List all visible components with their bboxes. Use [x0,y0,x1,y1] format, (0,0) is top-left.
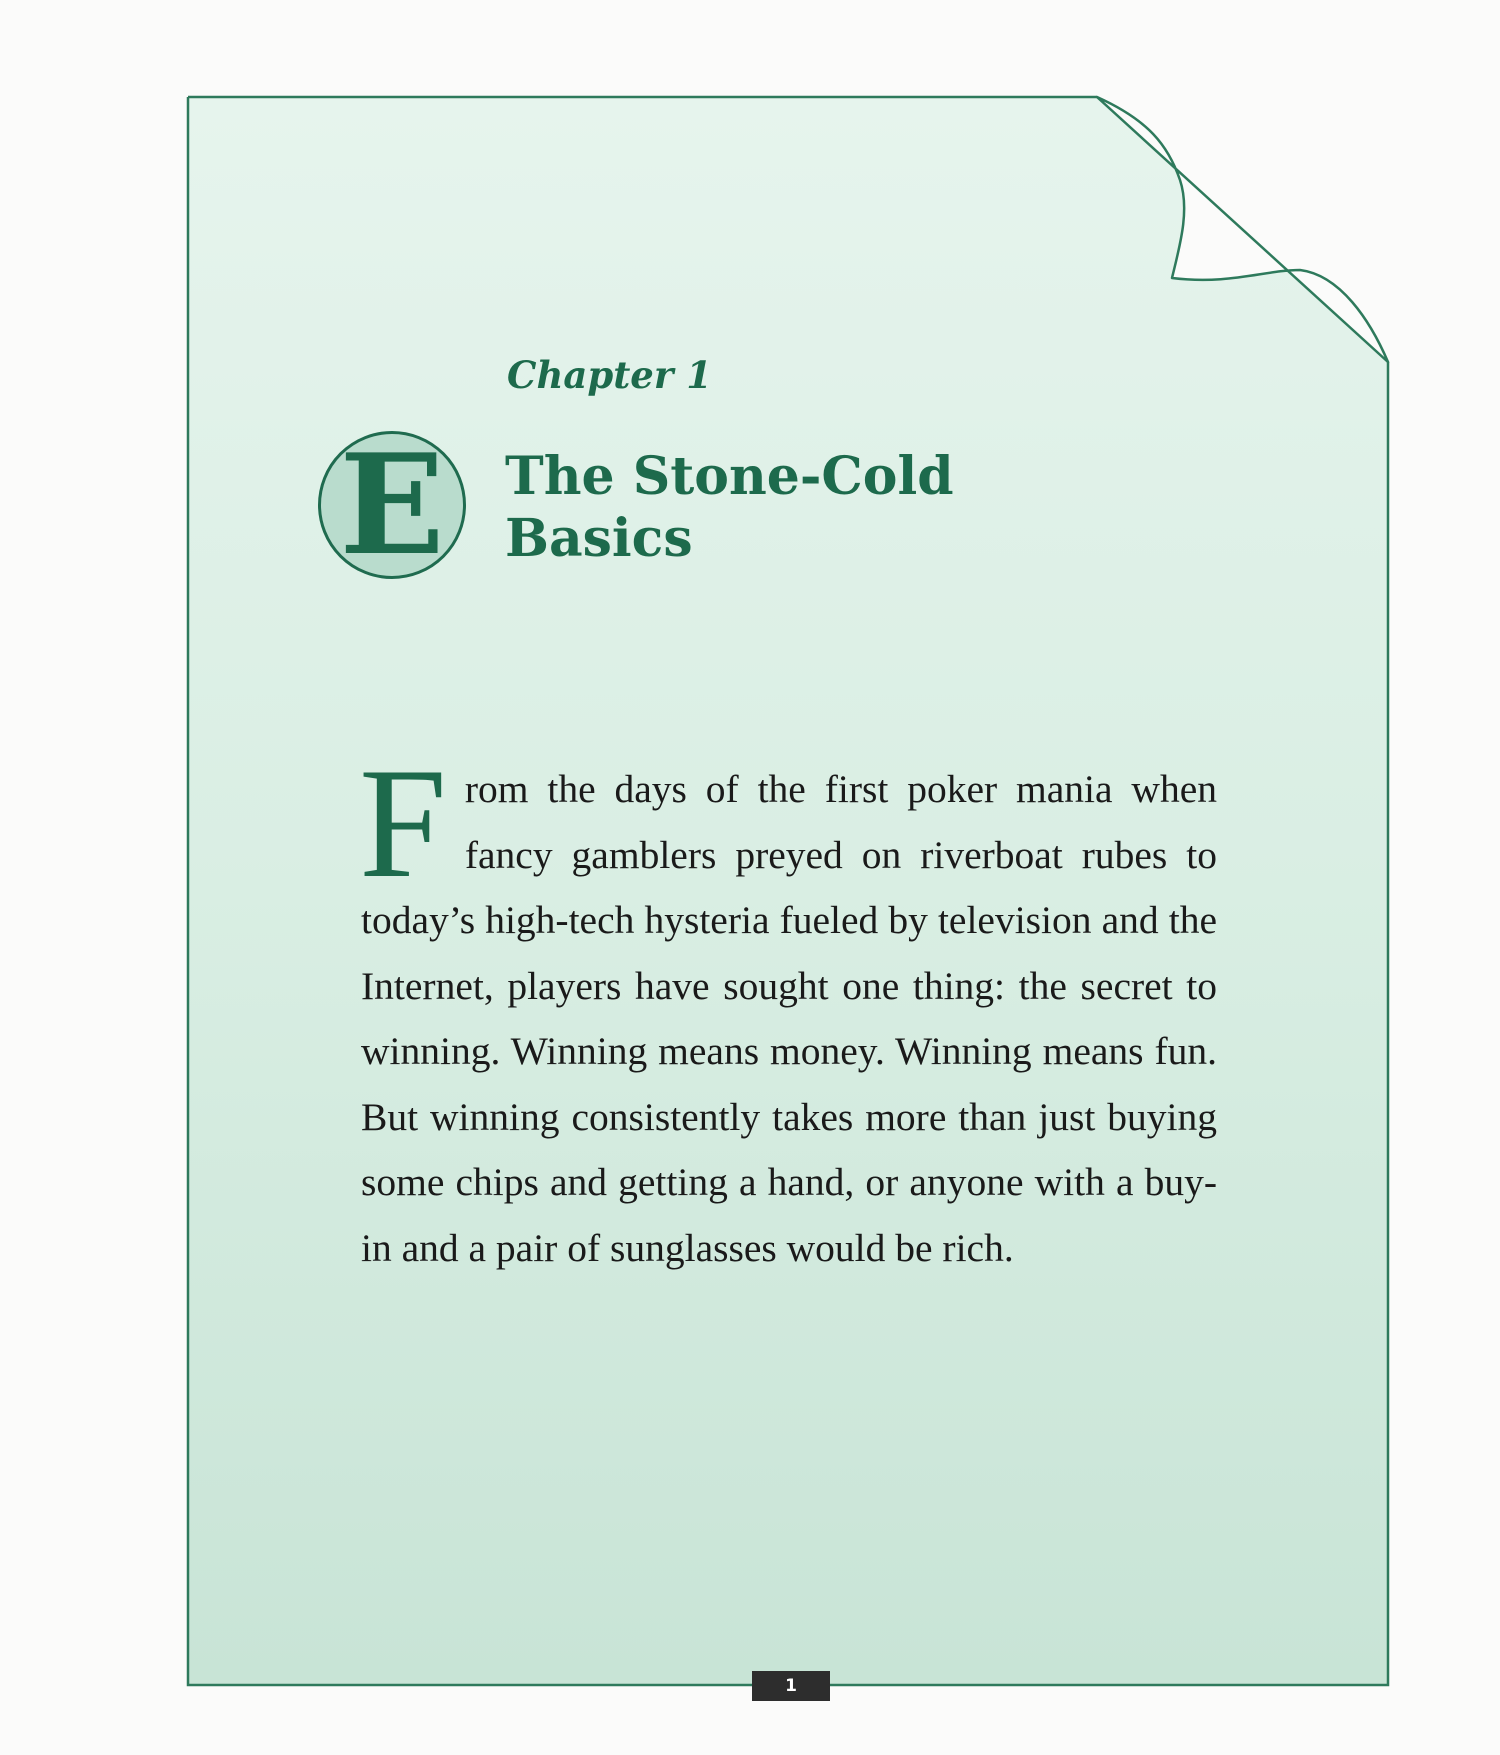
chapter-letter-icon [318,423,466,586]
chapter-title: The Stone-Cold Basics [505,446,954,569]
page-number: 1 [752,1671,830,1701]
chapter-label: Chapter 1 [507,353,712,397]
drop-cap: F [359,736,447,911]
intro-paragraph-text: rom the days of the first poker mania when fancy gamblers preyed on riverboat rubes to today’s high-tech hysteria fueled by television and the Internet, players have sought one thing: the secret to winning. Winning means money. Winning means fun. But winning consistently takes more than just buying some chips and getting a hand, or anyone with a buy-in and a pair of sunglasses would be rich. [361,767,1217,1270]
intro-paragraph [359,736,1217,1281]
chapter-icon-letter: E [339,423,445,586]
